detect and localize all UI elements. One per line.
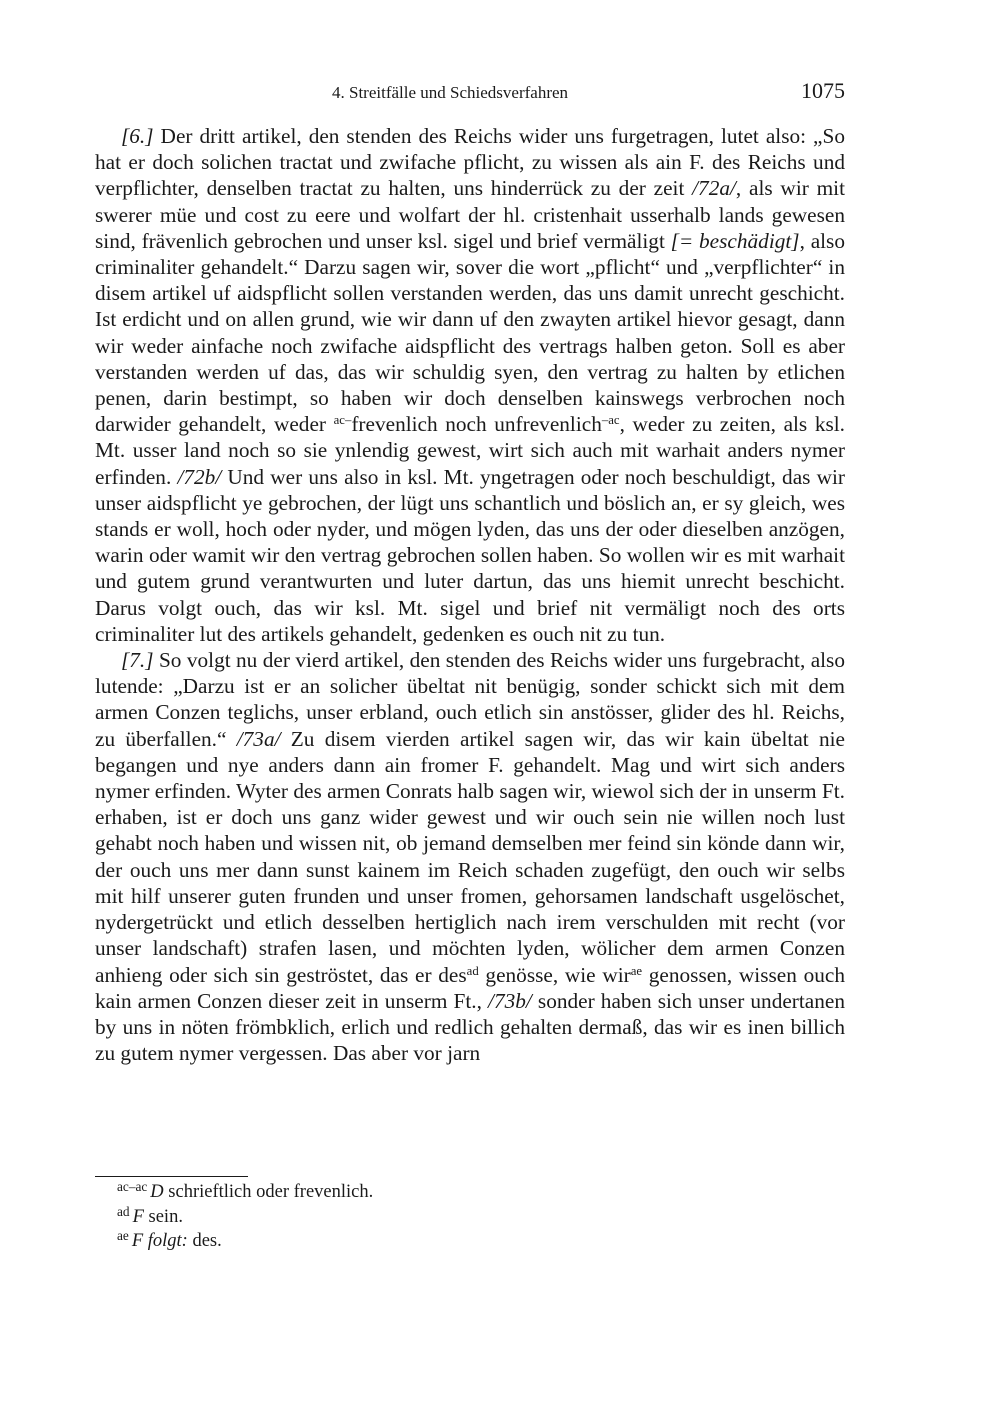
- folio-marker: /72b/: [177, 464, 222, 489]
- text-run: Der dritt artikel, den stenden des Reichs wider uns furgetragen, lutet also: „So hat er doch solichen tractat und zwifache pflicht, zu wissen als ain F. des Reichs und verpflichter, denselben tractat zu halten, uns hinderrück zu der zeit: [95, 124, 845, 201]
- footnote-ref: –ac: [601, 413, 620, 428]
- footnote-ref: ac–: [333, 413, 352, 428]
- page-number: 1075: [801, 78, 845, 103]
- footnotes: [117, 1180, 373, 1254]
- text-run: , weder zu zeiten, als ksl. Mt. usser land noch so sie ynlendig gewest, wirt sich auch mit warhait anders nymer erfinden.: [95, 412, 845, 489]
- folio-marker: /73b/: [488, 988, 532, 1013]
- footnote-text: des.: [187, 1231, 222, 1251]
- footnote-divider: [95, 1176, 248, 1177]
- text-run: frevenlich noch unfrevenlich: [351, 412, 602, 437]
- main-text: [95, 123, 845, 1066]
- folio-marker: /73a/: [236, 726, 281, 751]
- text-run: So volgt nu der vierd artikel, den stenden des Reichs wider uns furgebracht, also lutende: „Darzu ist er an solicher übeltat nit benügig, sonder schickt sich mit dem armen Conzen teglichs, unser erbland, ouch etlich sin anstösser, glider des hl. Reichs, zu überfallen.“: [95, 648, 845, 751]
- footnote-ref: ae: [630, 963, 643, 978]
- footnote-text: sein.: [143, 1206, 183, 1227]
- text-run: genösse, wie wir: [478, 962, 631, 987]
- text-run: , als wir mit swerer müe und cost zu eere und wolfart der hl. cristenhait usserhalb lands gewesen sind, frävenlich gebrochen und unser ksl. sigel und brief vermäligt: [95, 176, 845, 253]
- text-run: Und wer uns also in ksl. Mt. yngetragen oder noch beschuldigt, das wir unser aidspflicht ye gebrochen, der lügt uns schantlich und böslich an, er sy gleich, wes stands er woll, hoch oder nyder, und mögen lyden, das uns der oder dieselben anzögen, warin oder wamit wir den vertrag gebrochen sollen haben. So wollen wir es mit warhait und gutem grund verantwurten und luter dartun, das uns hiemit unrecht beschicht. Darus volgt ouch, das wir ksl. Mt. sigel und brief nit vermäligt noch des orts criminaliter lut des artikels gehandelt, gedenken es ouch nit zu tun.: [95, 464, 845, 646]
- footnote-siglum: F folgt:: [131, 1231, 188, 1251]
- running-head: 4. Streitfälle und Schiedsverfahren: [332, 83, 569, 102]
- footnote-siglum: D: [150, 1182, 164, 1202]
- editorial-gloss: [= beschädigt]: [670, 228, 800, 253]
- footnote-siglum: F: [132, 1206, 144, 1227]
- footnote-ac: [117, 1180, 373, 1205]
- text-run: , also criminaliter gehandelt.“ Darzu sagen wir, sover die wort „pflicht“ und „verpflichter“ in disem artikel uf aidspflicht sollen verstanden werden, das uns damit unrecht geschicht. Ist erdicht und on allen grund, wie wir dann uf den zwayten artikel hievor gesagt, dann wir weder ainfache noch zwifache aidspflicht des vertrags halben geton. Soll es aber verstanden werden uf das, das wir schuldig syen, den vertrag zu halten by etlichen penen, darin bestimpt, so haben wir doch denselben kainswegs verbrochen noch darwider gehandelt, weder: [95, 228, 845, 437]
- folio-marker: /72a/: [692, 176, 736, 201]
- footnote-mark: ad: [117, 1203, 130, 1219]
- footnote-text: schrieftlich oder frevenlich.: [163, 1182, 374, 1202]
- footnote-mark: ae: [117, 1228, 129, 1244]
- page-header: [95, 78, 845, 108]
- section-marker: [7.]: [121, 648, 154, 673]
- text-run: sonder haben sich unser undertanen by uns in nöten frömbklich, erlich und redlich gehalten dermaß, das wir es inen billich zu gutem nymer vergessen. Das aber vor jarn: [95, 988, 846, 1066]
- paragraph-article-7: [95, 647, 845, 1066]
- footnote-ref: ad: [466, 963, 479, 978]
- footnote-ad: [117, 1205, 373, 1230]
- section-marker: [6.]: [121, 124, 154, 148]
- text-run: Zu disem vierden artikel sagen wir, das wir kain übeltat nie begangen und nye anders dann ain fromer F. gehandelt. Mag und wirt sich anders nymer erfinden. Wyter des armen Conrats halb sagen wir, wiewol sich der in unserm Ft. erhaben, ist er doch uns ganz wider gewest und wir ouch sein nie willen noch lust gehabt noch haben und wissen nit, ob jemand demselben mer feind sin könde dann wir, der ouch uns mer dann sunst kainem im Reich schaden zugefügt, den ouch wir selbs mit hilf unserer guten frunden und unser fromen, gehorsamen landschaft usgelöschet, nydergetrückt und etlich desselben hertiglich nach irem verschulden mit recht (vor unser landschaft) strafen lasen, und möchten lyden, wölicher dem armen Conzen anhieng oder sich sin geströstet, das er des: [95, 726, 845, 987]
- footnote-ae: [117, 1229, 373, 1254]
- paragraph-article-6: [95, 123, 845, 647]
- footnote-mark: ac–ac: [117, 1179, 148, 1195]
- text-run: genossen, wissen ouch kain armen Conzen dieser zeit in unserm Ft.,: [95, 962, 845, 1013]
